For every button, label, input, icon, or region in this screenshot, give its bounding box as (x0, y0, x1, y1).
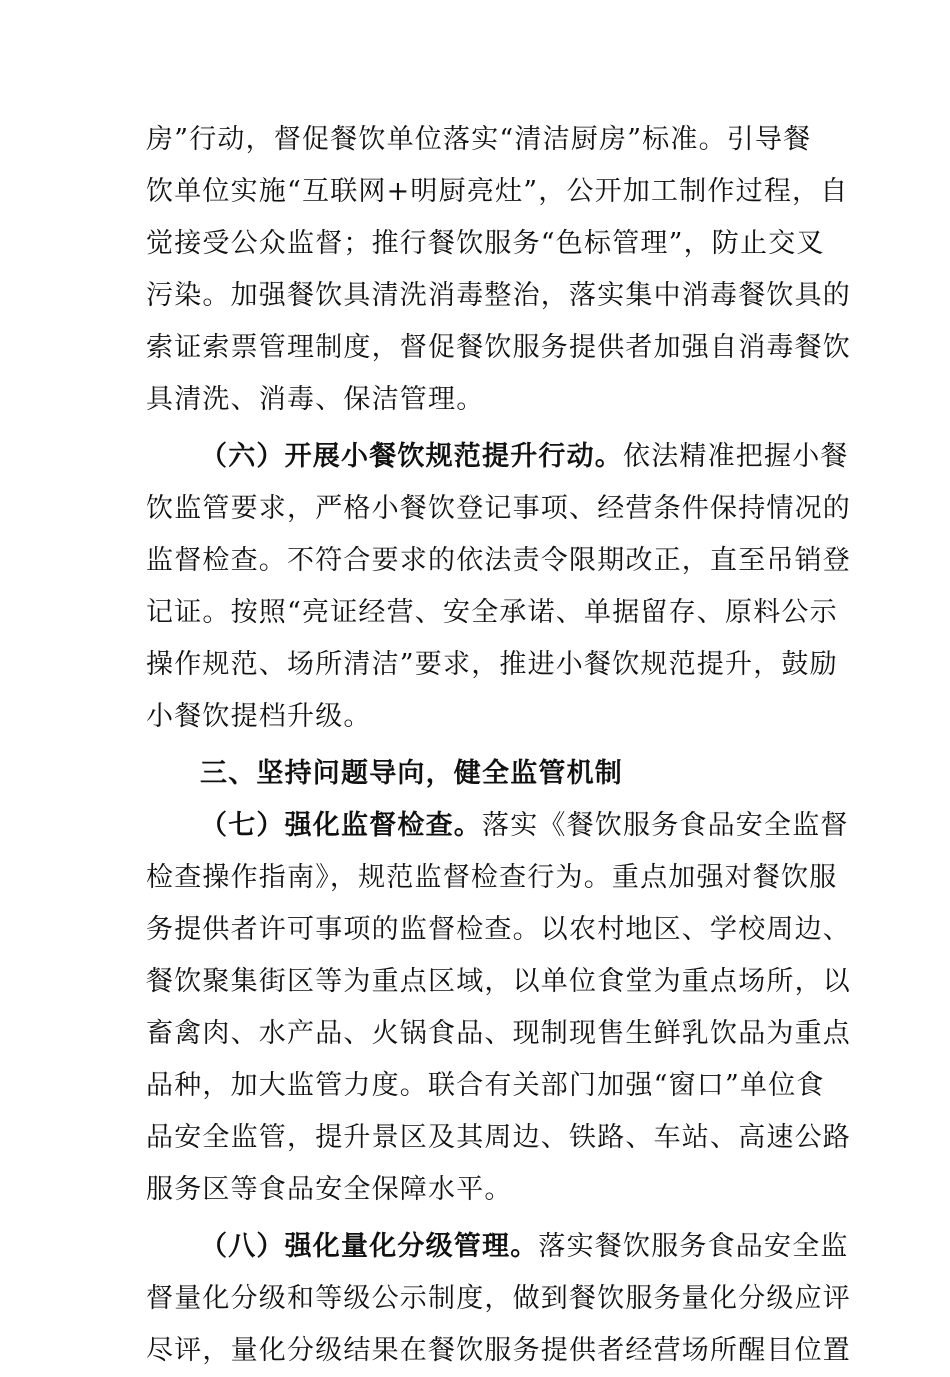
body-line: 饮监管要求，严格小餐饮登记事项、经营条件保持情况的 (146, 493, 851, 524)
section-six-title: （六）开展小餐饮规范提升行动。 (200, 441, 623, 472)
body-line: 服务区等食品安全保障水平。 (146, 1174, 513, 1205)
body-line: 务提供者许可事项的监督检查。以农村地区、学校周边、 (146, 914, 851, 945)
section-seven-title: （七）强化监督检查。 (200, 810, 482, 841)
body-line: 尽评，量化分级结果在餐饮服务提供者经营场所醒目位置 (146, 1335, 851, 1366)
section-six-first-text: 依法精准把握小餐 (623, 441, 849, 472)
body-line: 具清洗、消毒、保洁管理。 (146, 384, 485, 415)
body-line: 操作规范、场所清洁”要求，推进小餐饮规范提升，鼓励 (146, 649, 838, 680)
body-line: 记证。按照“亮证经营、安全承诺、单据留存、原料公示 (146, 597, 838, 628)
body-line: 索证索票管理制度，督促餐饮服务提供者加强自消毒餐饮 (146, 332, 851, 363)
body-line: 督量化分级和等级公示制度，做到餐饮服务量化分级应评 (146, 1283, 851, 1314)
section-six-first-line (200, 431, 849, 483)
section-eight-first-line (200, 1221, 849, 1273)
section-seven-first-text: 落实《餐饮服务食品安全监督 (482, 810, 849, 841)
body-line: 餐饮聚集街区等为重点区域，以单位食堂为重点场所，以 (146, 966, 851, 997)
body-line: 品安全监管，提升景区及其周边、铁路、车站、高速公路 (146, 1122, 851, 1153)
body-line: 监督检查。不符合要求的依法责令限期改正，直至吊销登 (146, 545, 851, 576)
body-line: 小餐饮提档升级。 (146, 701, 372, 732)
section-heading: 三、坚持问题导向，健全监管机制 (200, 758, 623, 789)
body-line: 畜禽肉、水产品、火锅食品、现制现售生鲜乳饮品为重点 (146, 1018, 851, 1049)
body-line: 房”行动，督促餐饮单位落实“清洁厨房”标准。引导餐 (146, 124, 812, 155)
body-line: 污染。加强餐饮具清洗消毒整治，落实集中消毒餐饮具的 (146, 280, 851, 311)
body-line: 饮单位实施“互联网+明厨亮灶”，公开加工制作过程，自 (146, 176, 849, 207)
body-line: 觉接受公众监督；推行餐饮服务“色标管理”，防止交叉 (146, 228, 825, 259)
body-line: 检查操作指南》，规范监督检查行为。重点加强对餐饮服 (146, 862, 838, 893)
section-eight-title: （八）强化量化分级管理。 (200, 1231, 539, 1262)
section-seven-first-line (200, 800, 849, 852)
body-line: 品种，加大监管力度。联合有关部门加强“窗口”单位食 (146, 1070, 825, 1101)
section-eight-first-text: 落实餐饮服务食品安全监 (538, 1231, 849, 1262)
